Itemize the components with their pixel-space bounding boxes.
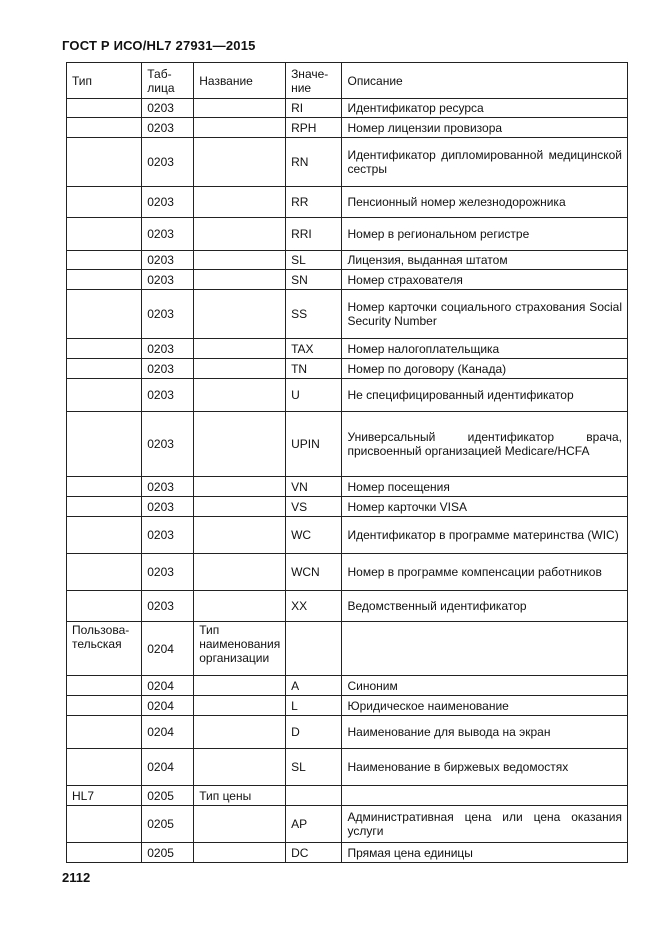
cell-value: VN [286,477,342,497]
table-row [67,517,628,554]
table-row [67,359,628,379]
cell-type [67,290,142,339]
cell-value: D [286,716,342,749]
table-row [67,187,628,218]
cell-name: Тип цены [194,786,286,806]
document-header: ГОСТ Р ИСО/HL7 27931—2015 [62,38,256,53]
cell-value: RPH [286,118,342,138]
cell-table: 0203 [142,251,194,270]
cell-name [194,118,286,138]
table-row [67,554,628,591]
cell-value: SS [286,290,342,339]
cell-name: Тип наименования организации [194,622,286,676]
cell-value: TAX [286,339,342,359]
cell-table: 0204 [142,676,194,696]
cell-value: RN [286,138,342,187]
cell-type [67,517,142,554]
cell-name [194,99,286,118]
table-row [67,786,628,806]
table-header-row [67,63,628,99]
cell-table: 0203 [142,118,194,138]
cell-description [342,786,628,806]
cell-description: Ведомственный идентификатор [342,591,628,622]
cell-table: 0203 [142,138,194,187]
cell-name [194,716,286,749]
cell-value: U [286,379,342,412]
cell-table: 0205 [142,806,194,843]
cell-name [194,339,286,359]
cell-name [194,497,286,517]
cell-table: 0203 [142,270,194,290]
cell-type [67,497,142,517]
cell-type [67,412,142,477]
table-row [67,379,628,412]
cell-description: Номер карточки социального страхования Social Security Number [342,290,628,339]
table-row [67,251,628,270]
cell-value: RRI [286,218,342,251]
cell-value: AP [286,806,342,843]
cell-value [286,622,342,676]
cell-type [67,696,142,716]
cell-value: SL [286,749,342,786]
cell-description: Номер в программе компенсации работников [342,554,628,591]
cell-description: Номер в региональном регистре [342,218,628,251]
cell-description: Номер налогоплательщика [342,339,628,359]
cell-type [67,554,142,591]
cell-description: Номер лицензии провизора [342,118,628,138]
cell-description: Номер карточки VISA [342,497,628,517]
cell-type [67,591,142,622]
cell-value: A [286,676,342,696]
cell-table: 0204 [142,696,194,716]
cell-name [194,806,286,843]
table-row [67,497,628,517]
cell-description: Универсальный идентификатор врача, присвоенный организацией Medicare/HCFA [342,412,628,477]
cell-description: Идентификатор ресурса [342,99,628,118]
cell-name [194,676,286,696]
cell-value: VS [286,497,342,517]
cell-table: 0203 [142,99,194,118]
cell-description: Идентификатор в программе материнства (WIC) [342,517,628,554]
cell-name [194,412,286,477]
cell-table: 0203 [142,339,194,359]
cell-value: WCN [286,554,342,591]
cell-value: WC [286,517,342,554]
cell-description: Номер посещения [342,477,628,497]
cell-name [194,843,286,863]
cell-table: 0203 [142,591,194,622]
table-row [67,591,628,622]
cell-name [194,138,286,187]
column-header-name: Название [194,63,286,99]
cell-type [67,270,142,290]
cell-type [67,218,142,251]
table-row [67,412,628,477]
cell-value: L [286,696,342,716]
cell-table: 0203 [142,554,194,591]
cell-type [67,339,142,359]
cell-description: Идентификатор дипломированной медицинской сестры [342,138,628,187]
column-header-value: Значе-ние [286,63,342,99]
cell-type [67,359,142,379]
cell-value: TN [286,359,342,379]
cell-name [194,696,286,716]
cell-value: RI [286,99,342,118]
cell-type [67,676,142,696]
cell-type [67,138,142,187]
cell-description: Наименование для вывода на экран [342,716,628,749]
code-table [66,62,628,863]
cell-name [194,749,286,786]
table-row [67,716,628,749]
table-row [67,270,628,290]
cell-value: SL [286,251,342,270]
cell-description: Прямая цена единицы [342,843,628,863]
cell-description: Лицензия, выданная штатом [342,251,628,270]
table-row [67,676,628,696]
table-row [67,477,628,497]
cell-type [67,716,142,749]
table-row [67,118,628,138]
cell-name [194,379,286,412]
cell-type [67,749,142,786]
cell-name [194,477,286,497]
cell-description: Не специфицированный идентификатор [342,379,628,412]
cell-value: DC [286,843,342,863]
cell-description: Юридическое наименование [342,696,628,716]
column-header-type: Тип [67,63,142,99]
cell-type [67,843,142,863]
cell-description: Административная цена или цена оказания услуги [342,806,628,843]
table-row [67,749,628,786]
cell-name [194,251,286,270]
cell-description: Номер по договору (Канада) [342,359,628,379]
cell-table: 0204 [142,749,194,786]
cell-table: 0203 [142,477,194,497]
cell-value: XX [286,591,342,622]
cell-description: Номер страхователя [342,270,628,290]
cell-table: 0205 [142,786,194,806]
cell-type [67,477,142,497]
table-row [67,339,628,359]
column-header-table: Таб-лица [142,63,194,99]
table-row [67,806,628,843]
table-row [67,696,628,716]
cell-table: 0203 [142,359,194,379]
cell-description [342,622,628,676]
cell-description: Наименование в биржевых ведомостях [342,749,628,786]
page-number: 2112 [62,870,91,885]
table-row [67,622,628,676]
cell-table: 0204 [142,622,194,676]
cell-table: 0203 [142,379,194,412]
cell-table: 0205 [142,843,194,863]
cell-name [194,359,286,379]
cell-name [194,517,286,554]
table-row [67,138,628,187]
cell-table: 0203 [142,497,194,517]
cell-name [194,218,286,251]
cell-table: 0203 [142,412,194,477]
cell-table: 0203 [142,290,194,339]
table-row [67,218,628,251]
cell-name [194,591,286,622]
cell-type [67,806,142,843]
cell-name [194,290,286,339]
cell-table: 0203 [142,187,194,218]
cell-table: 0203 [142,218,194,251]
table-row [67,99,628,118]
cell-type [67,187,142,218]
cell-value: SN [286,270,342,290]
cell-name [194,554,286,591]
cell-type [67,379,142,412]
cell-type [67,251,142,270]
cell-table: 0203 [142,517,194,554]
table-row [67,290,628,339]
cell-type: HL7 [67,786,142,806]
cell-name [194,270,286,290]
cell-description: Пенсионный номер железнодорожника [342,187,628,218]
cell-type [67,99,142,118]
cell-name [194,187,286,218]
cell-value: UPIN [286,412,342,477]
cell-description: Синоним [342,676,628,696]
cell-value: RR [286,187,342,218]
column-header-description: Описание [342,63,628,99]
cell-value [286,786,342,806]
cell-type: Пользова-тельская [67,622,142,676]
cell-table: 0204 [142,716,194,749]
table-row [67,843,628,863]
cell-type [67,118,142,138]
